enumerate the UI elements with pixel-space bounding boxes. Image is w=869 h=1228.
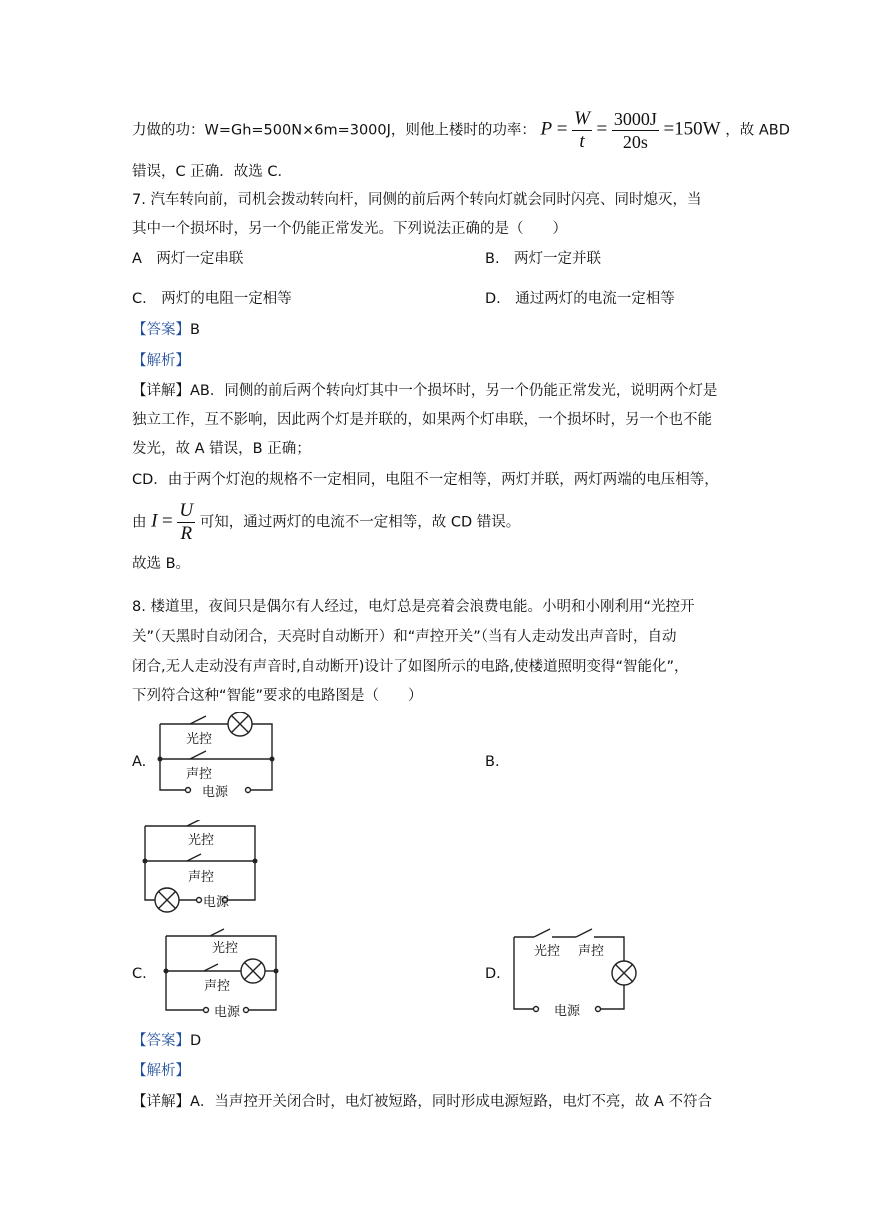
- circuit-diagram-a: [150, 712, 280, 804]
- q7-option-a: A 两灯一定串联: [132, 251, 244, 267]
- light-switch-label: 光控: [188, 833, 215, 848]
- q7-analysis-tag: 【解析】: [132, 353, 190, 369]
- circuit-diagram-c: [156, 928, 286, 1026]
- q7-stem-line-1: 7. 汽车转向前，司机会拨动转向杆，同侧的前后两个转向灯就会同时闪亮、同时熄灭，当: [132, 192, 702, 208]
- denominator-20s: 20s: [622, 132, 648, 152]
- q7-stem-line-2: 其中一个损坏时，另一个仍能正常发光。下列说法正确的是（ ）: [132, 221, 567, 237]
- sound-switch-label: 声控: [188, 870, 215, 885]
- light-switch-label: 光控: [212, 941, 239, 956]
- q8-option-c-label: C.: [132, 966, 147, 982]
- q7-detail-line-1: [132, 381, 717, 401]
- power-label: 电源: [202, 785, 229, 800]
- power-label: 电源: [214, 1005, 241, 1020]
- q7-detail-line-4: CD．由于两个灯泡的规格不一定相同，电阻不一定相等，两灯并联，两灯两端的电压相等，: [132, 472, 719, 488]
- equals-sign-2: =: [596, 118, 608, 140]
- detail-text: A．当声控开关闭合时，电灯被短路，同时形成电源短路，电灯不亮，故 A 不符合: [190, 1094, 713, 1110]
- circuit-diagram-d: [508, 925, 648, 1025]
- prev-line-2: 错误，C 正确．故选 C．: [132, 164, 292, 180]
- detail-text: AB．同侧的前后两个转向灯其中一个损坏时，另一个仍能正常发光，说明两个灯是: [190, 383, 718, 399]
- fraction-U-over-R: [177, 500, 195, 545]
- answer-tag: 【答案】: [132, 322, 190, 338]
- equals-sign: =: [556, 118, 568, 140]
- q8-option-b-label: B.: [485, 754, 500, 770]
- q7-answer: [132, 320, 200, 340]
- equals-sign: =: [162, 510, 173, 532]
- sound-switch-label: 声控: [204, 979, 231, 994]
- detail-suffix: 可知，通过两灯的电流不一定相等，故 CD 错误。: [199, 514, 521, 531]
- answer-value: B: [190, 322, 200, 338]
- q8-stem-line-2: 关”（天黑时自动闭合，天亮时自动断开）和“声控开关”（当有人走动发出声音时，自动: [132, 629, 677, 645]
- result-150W: =150W: [663, 118, 721, 140]
- q8-option-d-label: D.: [485, 966, 501, 982]
- q7-detail-line-6: 故选 B。: [132, 556, 191, 572]
- numerator-3000J: 3000J: [613, 109, 657, 129]
- circuit-diagram-b: [135, 820, 265, 918]
- q8-option-a-label: A.: [132, 754, 147, 770]
- denominator-R: R: [180, 523, 193, 544]
- light-switch-label: 光控: [534, 944, 561, 959]
- power-label: 电源: [203, 895, 230, 910]
- post-text: ，故 ABD: [725, 122, 790, 139]
- q8-stem-line-4: 下列符合这种“智能”要求的电路图是（ ）: [132, 688, 423, 704]
- sound-switch-label: 声控: [186, 767, 213, 782]
- symbol-I: I: [151, 510, 158, 532]
- sound-switch-label: 声控: [578, 944, 605, 959]
- answer-value: D: [190, 1033, 202, 1049]
- numerator-W: W: [574, 108, 590, 129]
- q8-analysis-tag: 【解析】: [132, 1063, 190, 1079]
- denominator-t: t: [579, 131, 585, 152]
- detail-prefix: 由: [132, 514, 147, 531]
- q7-detail-line-5: [132, 500, 520, 545]
- answer-tag: 【答案】: [132, 1033, 190, 1049]
- q7-detail-line-2: 独立工作，互不影响，因此两个灯是并联的，如果两个灯串联，一个损坏时，另一个也不能: [132, 412, 712, 428]
- light-switch-label: 光控: [186, 732, 213, 747]
- numerator-U: U: [179, 500, 194, 521]
- q8-answer: [132, 1031, 201, 1051]
- fraction-3000-over-20: [612, 108, 659, 153]
- q7-option-d: D. 通过两灯的电流一定相等: [485, 291, 675, 307]
- symbol-P: P: [540, 118, 553, 140]
- q8-stem-line-3: 闭合,无人走动没有声音时,自动断开)设计了如图所示的电路,使楼道照明变得“智能化”，: [132, 659, 689, 675]
- detail-tag: 【详解】: [132, 383, 190, 399]
- q7-detail-line-3: 发光，故 A 错误，B 正确；: [132, 441, 311, 457]
- power-calc-text: 力做的功：W=Gh=500N×6m=3000J，则他上楼时的功率：: [132, 122, 536, 139]
- detail-tag: 【详解】: [132, 1094, 190, 1110]
- prev-line-1: [132, 108, 790, 153]
- q8-detail-line-1: [132, 1092, 712, 1112]
- q8-stem-line-1: 8. 楼道里，夜间只是偶尔有人经过，电灯总是亮着会浪费电能。小明和小刚利用“光控开: [132, 599, 695, 615]
- power-label: 电源: [554, 1004, 581, 1019]
- q7-option-b: B. 两灯一定并联: [485, 251, 602, 267]
- fraction-W-over-t: [572, 108, 592, 153]
- q7-option-c: C. 两灯的电阻一定相等: [132, 291, 292, 307]
